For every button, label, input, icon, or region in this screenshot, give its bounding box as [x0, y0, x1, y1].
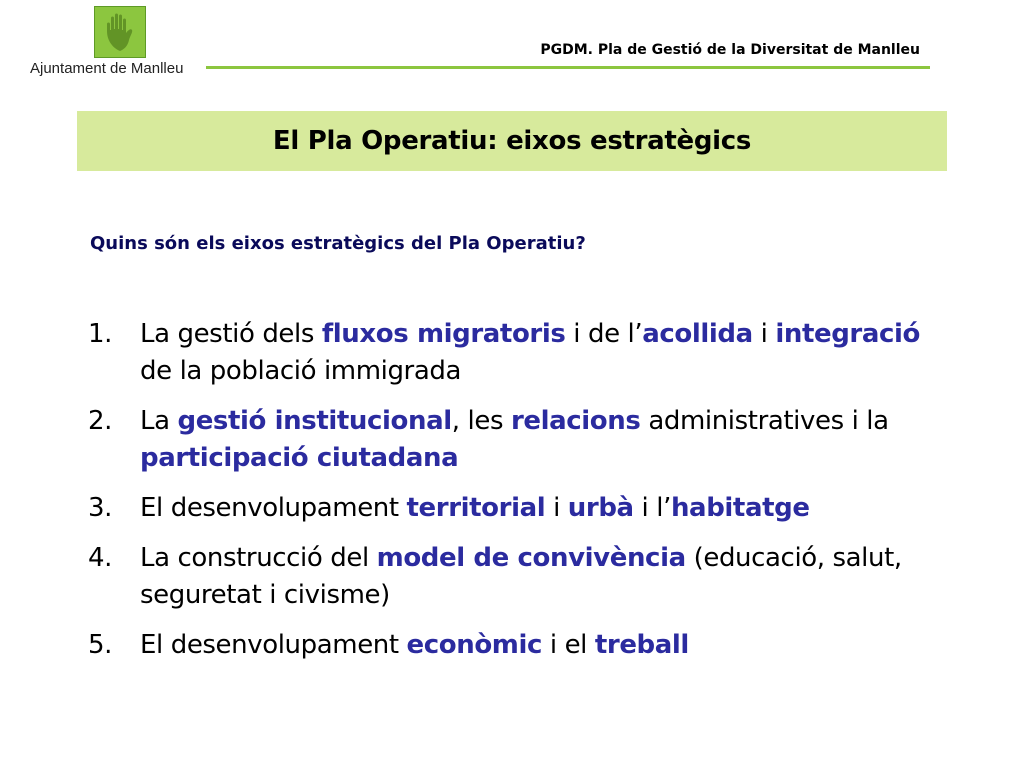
axis-number: 1. — [88, 319, 113, 349]
hand-shield-icon — [94, 6, 146, 58]
axis-number: 5. — [88, 630, 113, 660]
axis-item-5 — [88, 627, 948, 664]
axis-text: , les — [451, 406, 511, 436]
axis-text: La construcció del — [140, 543, 377, 573]
axis-item-2 — [88, 403, 948, 477]
axis-number: 2. — [88, 406, 113, 436]
axis-keyword: participació ciutadana — [140, 443, 459, 473]
axis-text: i — [752, 319, 776, 349]
axis-text: i — [545, 493, 568, 523]
axis-keyword: habitatge — [670, 493, 810, 523]
axis-number: 4. — [88, 543, 113, 573]
axis-text: i l’ — [633, 493, 671, 523]
axis-text: de la població immigrada — [140, 356, 462, 386]
axis-keyword: model de convivència — [376, 543, 686, 573]
axis-keyword: treball — [594, 630, 689, 660]
axis-text: administratives i la — [640, 406, 889, 436]
axis-text: i de l’ — [565, 319, 643, 349]
axis-text: La gestió dels — [140, 319, 322, 349]
axis-text: El desenvolupament — [140, 493, 407, 523]
axis-keyword: fluxos migratoris — [321, 319, 566, 349]
slide-question: Quins són els eixos estratègics del Pla Operatiu? — [90, 233, 586, 254]
axis-keyword: gestió institucional — [177, 406, 452, 436]
axis-item-4 — [88, 540, 948, 614]
slide-title-band — [77, 111, 947, 171]
hand-glyph — [101, 11, 139, 53]
axis-text: (educació, salut, seguretat i civisme) — [140, 543, 902, 610]
header-divider — [206, 66, 930, 69]
axis-item-3 — [88, 490, 948, 527]
axis-keyword: acollida — [642, 319, 753, 349]
axis-text: i el — [542, 630, 595, 660]
axis-keyword: urbà — [567, 493, 634, 523]
axis-number: 3. — [88, 493, 113, 523]
axis-item-1 — [88, 316, 948, 390]
axis-keyword: econòmic — [406, 630, 543, 660]
axis-text: El desenvolupament — [140, 630, 407, 660]
document-header-title: PGDM. Pla de Gestió de la Diversitat de Manlleu — [540, 42, 920, 58]
strategic-axes-list — [88, 316, 948, 677]
axis-text: La — [140, 406, 178, 436]
municipal-logo — [30, 6, 210, 77]
slide-title: El Pla Operatiu: eixos estratègics — [272, 126, 752, 156]
axis-keyword: territorial — [406, 493, 546, 523]
axis-keyword: relacions — [510, 406, 641, 436]
logo-text: Ajuntament de Manlleu — [30, 60, 184, 77]
axis-keyword: integració — [775, 319, 920, 349]
